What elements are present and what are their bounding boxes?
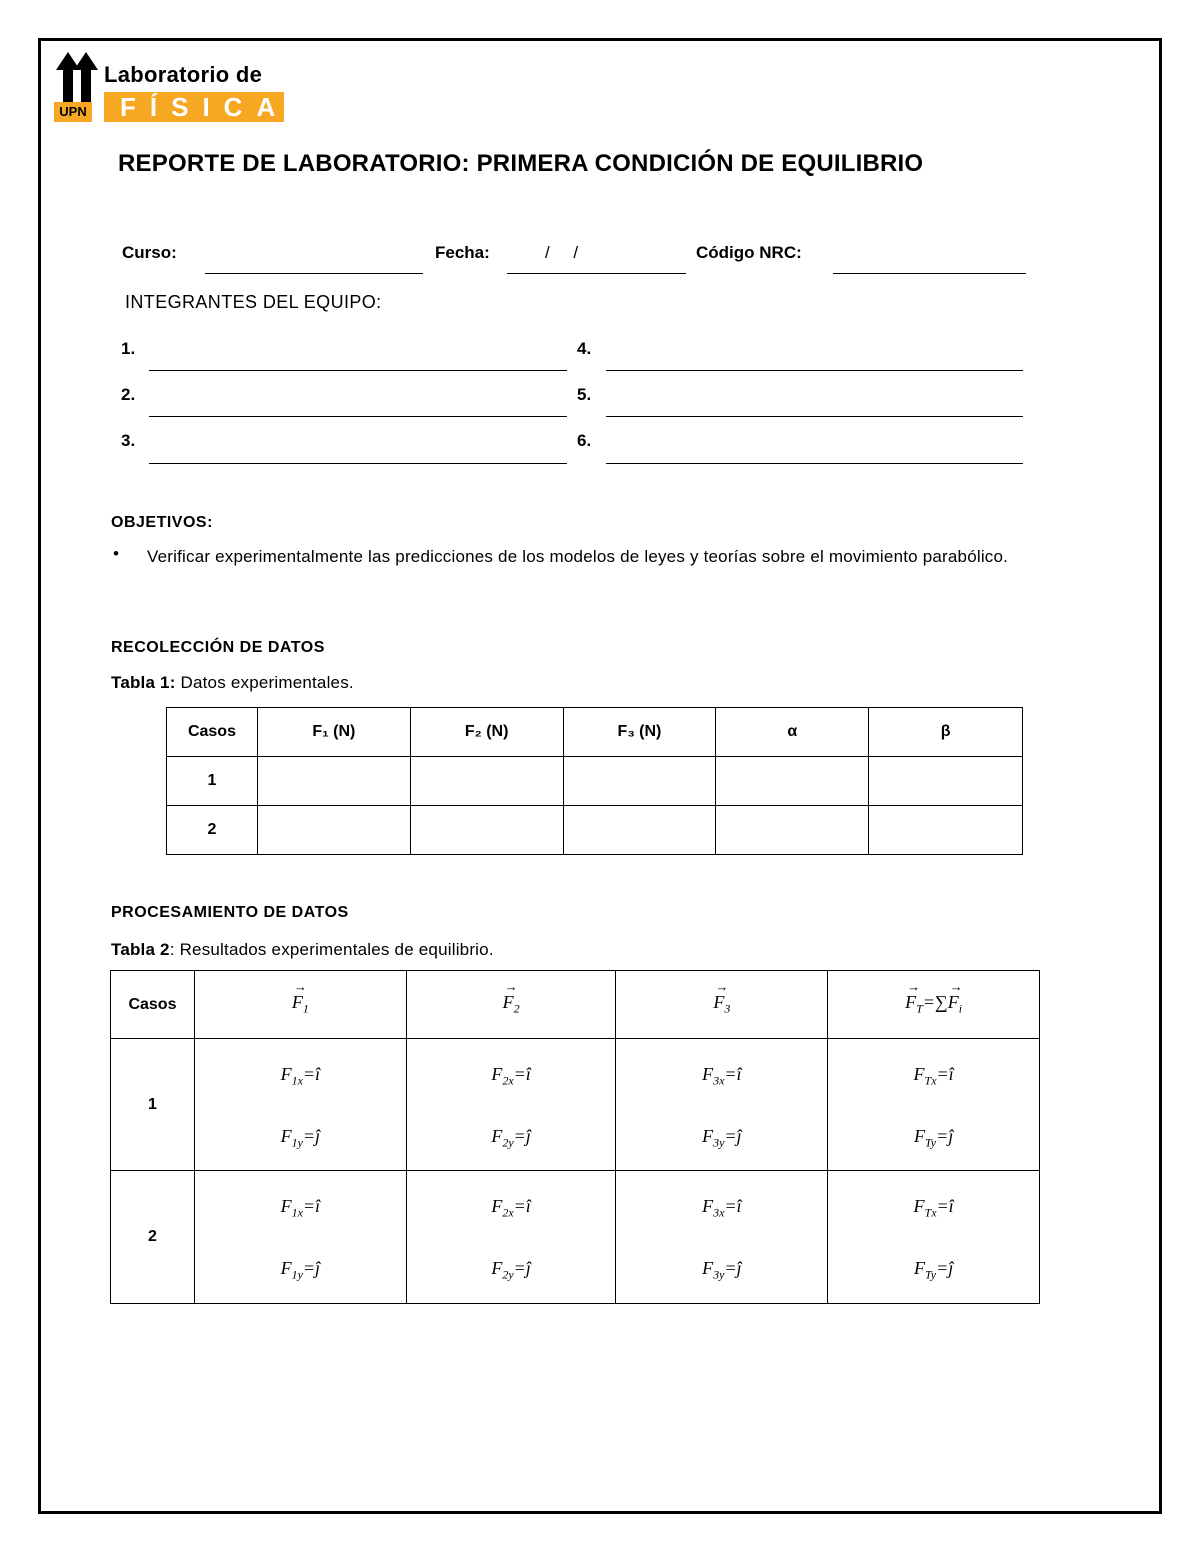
tabla2-caption [111, 940, 494, 960]
objetivos-heading: OBJETIVOS: [111, 514, 213, 531]
case-number: 1 [111, 1039, 195, 1171]
col-header: α [716, 708, 869, 757]
f1-components[interactable]: $F_{1x}=î$ $F_{1y}=ĵ$ [194, 1171, 406, 1304]
table-row [167, 806, 1023, 855]
col-header: β [869, 708, 1023, 757]
member-field-1[interactable] [149, 370, 567, 371]
upn-arrows-icon [54, 50, 100, 104]
nrc-label: Código NRC: [696, 243, 802, 262]
data-cell[interactable] [563, 757, 716, 806]
member-field-6[interactable] [606, 463, 1023, 464]
logo-fisica: FÍSICA [120, 92, 290, 122]
col-header: Casos [111, 971, 195, 1039]
tabla1-caption-bold: Tabla 1: [111, 673, 176, 692]
table-header-row [111, 971, 1040, 1039]
col-header: F₂ (N) [410, 708, 563, 757]
tabla1-caption [111, 673, 354, 693]
data-cell[interactable] [869, 806, 1023, 855]
case-number: 2 [167, 806, 258, 855]
member-field-4[interactable] [606, 370, 1023, 371]
tabla1-caption-text: Datos experimentales. [175, 673, 354, 692]
curso-field[interactable] [205, 273, 423, 274]
col-header: F₁ (N) [257, 708, 410, 757]
col-header: Casos [167, 708, 258, 757]
data-cell[interactable] [716, 806, 869, 855]
ft-components[interactable]: $F_{Tx}=î$ $F_{Ty}=ĵ$ [828, 1171, 1040, 1304]
vector-f2-header: → $F_2$ [406, 971, 616, 1039]
upn-badge: UPN [54, 102, 92, 122]
case-number: 1 [167, 757, 258, 806]
data-table-2 [110, 970, 1040, 1304]
lab-logo [54, 48, 290, 124]
f3-components[interactable]: $F_{3x}=î$ $F_{3y}=ĵ$ [616, 1171, 828, 1304]
ft-components[interactable]: $F_{Tx}=î$ $F_{Ty}=ĵ$ [828, 1039, 1040, 1171]
bullet-icon: • [113, 544, 119, 563]
vector-ft-header: → $F_T=\sum\to F_i$ [828, 971, 1040, 1039]
f2-components[interactable]: $F_{2x}=î$ $F_{2y}=ĵ$ [406, 1039, 616, 1171]
data-cell[interactable] [563, 806, 716, 855]
data-cell[interactable] [410, 757, 563, 806]
data-cell[interactable] [257, 806, 410, 855]
data-table-1 [166, 707, 1023, 855]
f1-components[interactable]: $F_{1x}=î$ $F_{1y}=ĵ$ [194, 1039, 406, 1171]
data-cell[interactable] [257, 757, 410, 806]
curso-label: Curso: [122, 243, 177, 262]
table-row [111, 1171, 1040, 1304]
member-field-3[interactable] [149, 463, 567, 464]
table-header-row [167, 708, 1023, 757]
team-heading: INTEGRANTES DEL EQUIPO: [125, 292, 382, 312]
data-cell[interactable] [869, 757, 1023, 806]
member-field-5[interactable] [606, 416, 1023, 417]
fecha-separators: / / [545, 243, 579, 262]
nrc-field[interactable] [833, 273, 1026, 274]
member-number: 4. [577, 339, 592, 358]
member-number: 6. [577, 431, 592, 450]
logo-text: Laboratorio de [104, 62, 263, 87]
vector-f1-header: → $F_1$ [194, 971, 406, 1039]
f3-components[interactable]: $F_{3x}=î$ $F_{3y}=ĵ$ [616, 1039, 828, 1171]
objetivo-text: Verificar experimentalmente las predicciones de los modelos de leyes y teorías sobre el movimiento parabólico. [147, 547, 1009, 566]
tabla2-caption-text: : Resultados experimentales de equilibrio. [169, 940, 494, 959]
data-cell[interactable] [410, 806, 563, 855]
member-number: 5. [577, 385, 592, 404]
procesamiento-heading: PROCESAMIENTO DE DATOS [111, 904, 349, 921]
data-cell[interactable] [716, 757, 869, 806]
vector-f3-header: → $F_3$ [616, 971, 828, 1039]
case-number: 2 [111, 1171, 195, 1304]
member-field-2[interactable] [149, 416, 567, 417]
tabla2-caption-bold: Tabla 2 [111, 940, 170, 959]
member-number: 2. [121, 385, 136, 404]
page-title: REPORTE DE LABORATORIO: PRIMERA CONDICIÓN DE EQUILIBRIO [118, 150, 924, 177]
fecha-field[interactable] [507, 273, 686, 274]
col-header: F₃ (N) [563, 708, 716, 757]
f2-components[interactable]: $F_{2x}=î$ $F_{2y}=ĵ$ [406, 1171, 616, 1304]
table-row [111, 1039, 1040, 1171]
table-row [167, 757, 1023, 806]
recoleccion-heading: RECOLECCIÓN DE DATOS [111, 639, 325, 656]
fecha-label: Fecha: [435, 243, 490, 262]
member-number: 3. [121, 431, 136, 450]
member-number: 1. [121, 339, 136, 358]
